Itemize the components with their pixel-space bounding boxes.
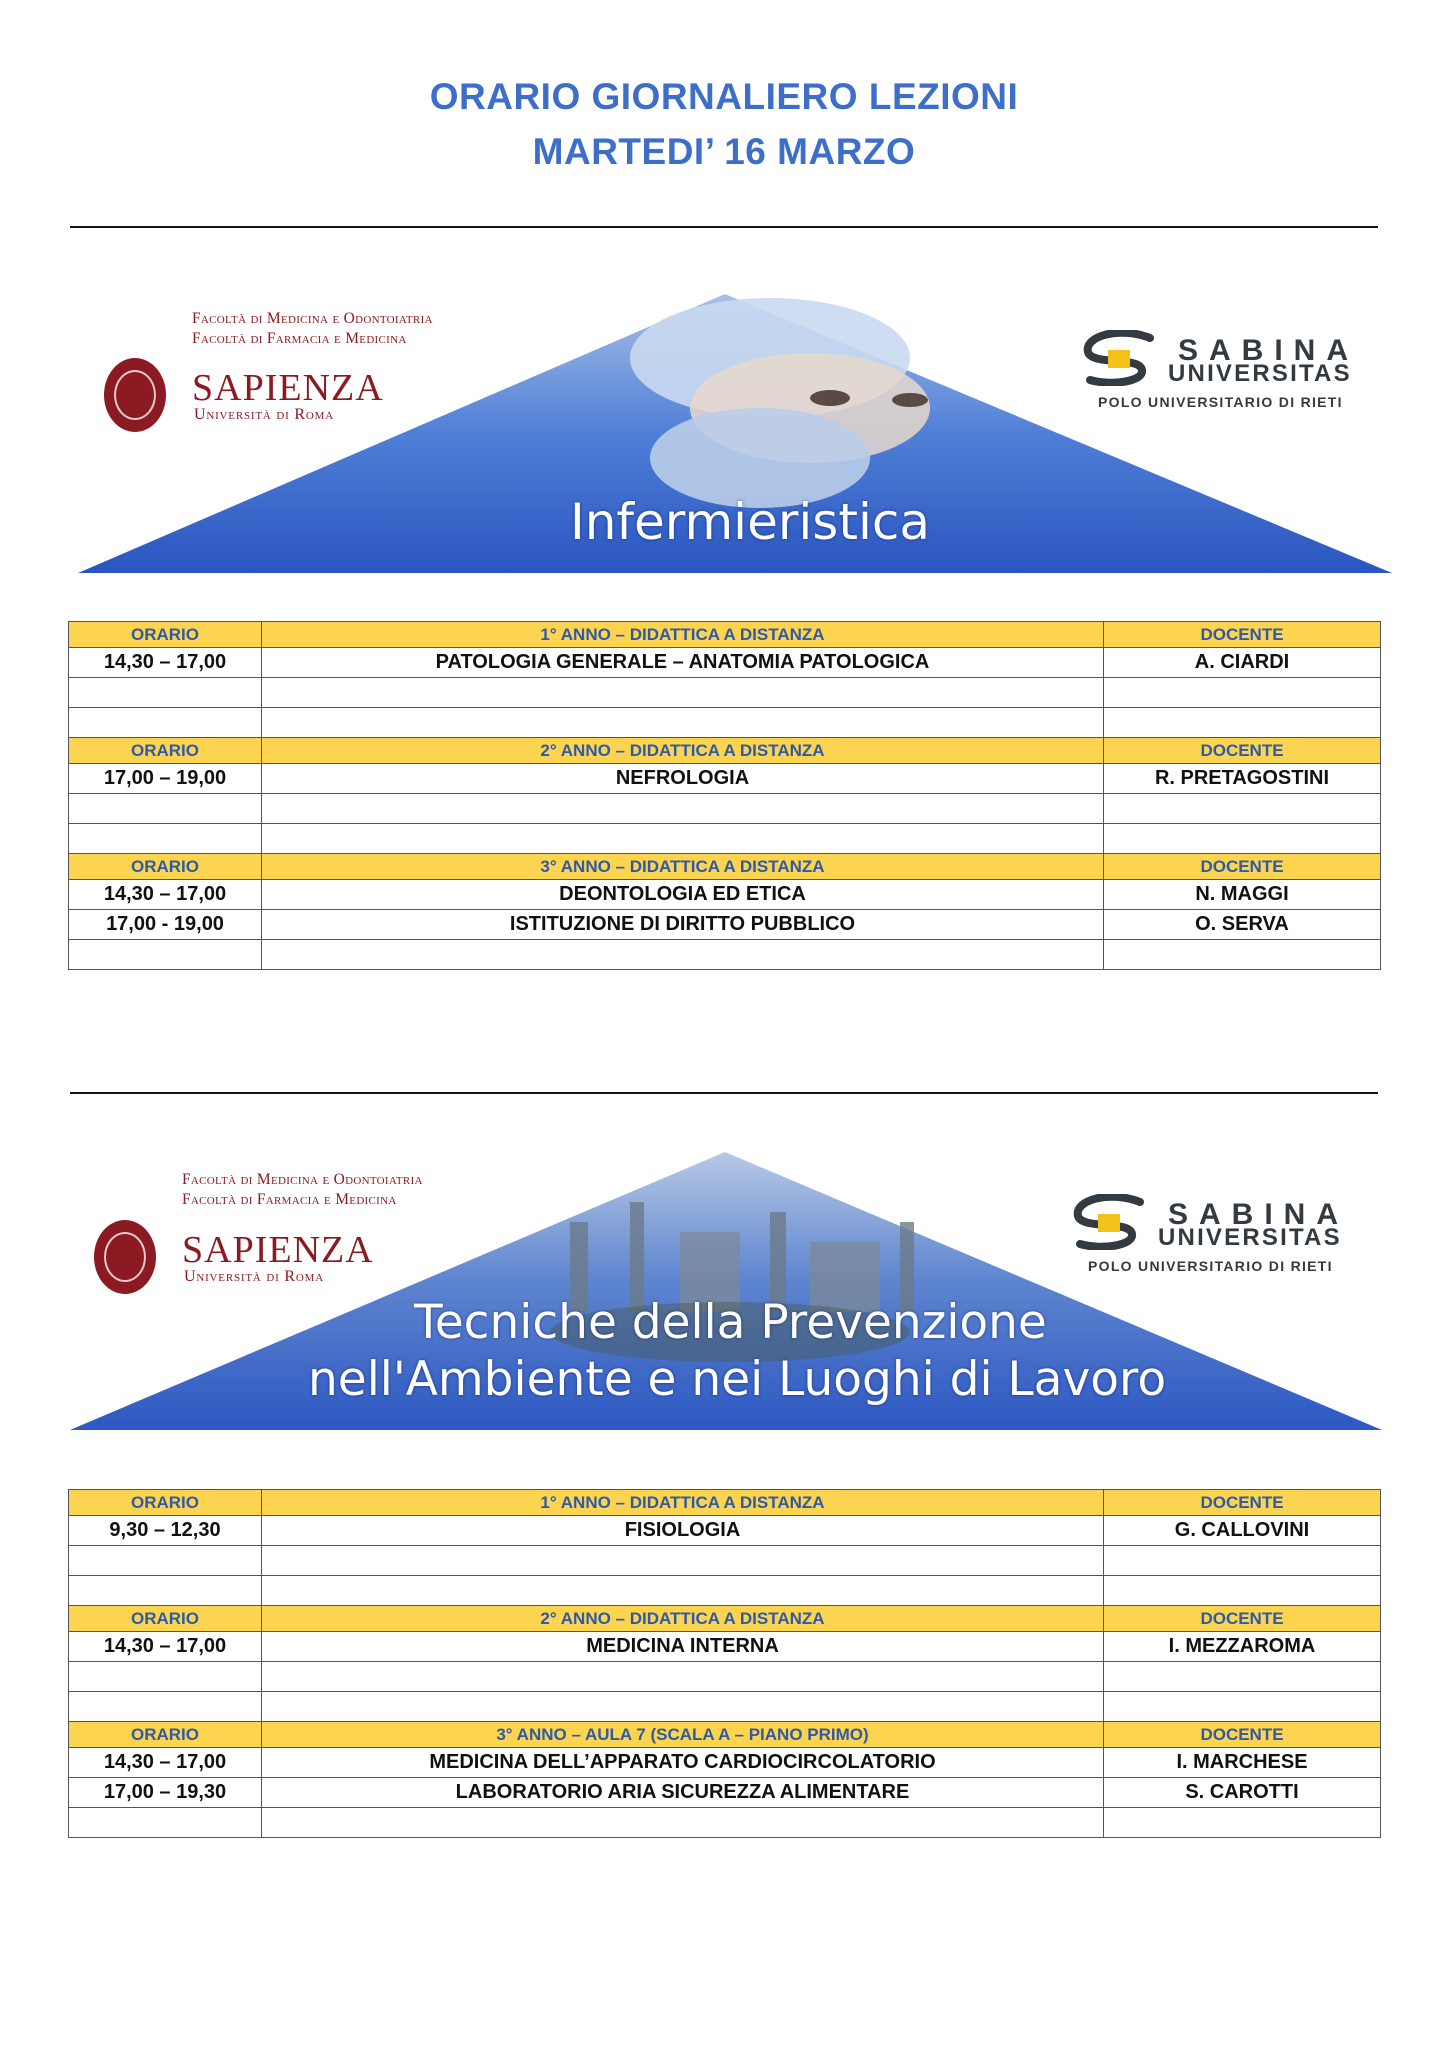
universitas-wordmark: UNIVERSITAS [1168, 360, 1352, 387]
polo-rieti-text: POLO UNIVERSITARIO DI RIETI [1098, 394, 1343, 410]
cell-teacher [1104, 708, 1381, 738]
header-year: 1° ANNO – DIDATTICA A DISTANZA [262, 1490, 1104, 1516]
cell-subject [262, 1662, 1104, 1692]
cell-time: 14,30 – 17,00 [69, 648, 262, 678]
sabina-book-logo [1080, 330, 1160, 386]
header-year: 3° ANNO – AULA 7 (SCALA A – PIANO PRIMO) [262, 1722, 1104, 1748]
cell-subject [262, 1808, 1104, 1838]
header-orario: ORARIO [69, 854, 262, 880]
cell-subject [262, 1692, 1104, 1722]
cell-subject [262, 940, 1104, 970]
cell-teacher: I. MEZZAROMA [1104, 1632, 1381, 1662]
universitas-wordmark: UNIVERSITAS [1158, 1224, 1342, 1251]
cell-time: 14,30 – 17,00 [69, 880, 262, 910]
cell-time: 14,30 – 17,00 [69, 1632, 262, 1662]
header-year: 1° ANNO – DIDATTICA A DISTANZA [262, 622, 1104, 648]
cell-time [69, 940, 262, 970]
cell-time [69, 1808, 262, 1838]
header-orario: ORARIO [69, 1606, 262, 1632]
table-row [69, 824, 1381, 854]
cell-subject: LABORATORIO ARIA SICUREZZA ALIMENTARE [262, 1778, 1104, 1808]
sapienza-subtitle: Università di Roma [184, 1268, 324, 1285]
header-year: 2° ANNO – DIDATTICA A DISTANZA [262, 738, 1104, 764]
header-orario: ORARIO [69, 738, 262, 764]
banner-infermieristica [70, 288, 1400, 588]
table-row [69, 940, 1381, 970]
cell-subject: DEONTOLOGIA ED ETICA [262, 880, 1104, 910]
table-row [69, 1692, 1381, 1722]
header-orario: ORARIO [69, 622, 262, 648]
cell-teacher [1104, 1692, 1381, 1722]
cell-teacher [1104, 1576, 1381, 1606]
faculty-line-2: Facoltà di Farmacia e Medicina [182, 1191, 397, 1208]
cell-teacher [1104, 1662, 1381, 1692]
cell-subject [262, 1576, 1104, 1606]
cell-teacher [1104, 794, 1381, 824]
cell-time [69, 678, 262, 708]
schedule-table-infermieristica [68, 621, 1381, 970]
table-row [69, 764, 1381, 794]
banner-tecniche-prevenzione [70, 1152, 1400, 1452]
header-docente: DOCENTE [1104, 1722, 1381, 1748]
cell-subject: MEDICINA DELL’APPARATO CARDIOCIRCOLATORIO [262, 1748, 1104, 1778]
cell-teacher: R. PRETAGOSTINI [1104, 764, 1381, 794]
cell-time [69, 708, 262, 738]
cell-time [69, 824, 262, 854]
cell-subject: ISTITUZIONE DI DIRITTO PUBBLICO [262, 910, 1104, 940]
table-row [69, 1778, 1381, 1808]
cell-subject: PATOLOGIA GENERALE – ANATOMIA PATOLOGICA [262, 648, 1104, 678]
cell-time: 17,00 – 19,30 [69, 1778, 262, 1808]
faculty-line-2: Facoltà di Farmacia e Medicina [192, 330, 407, 347]
sapienza-seal-logo [94, 1220, 156, 1294]
cell-subject [262, 824, 1104, 854]
header-year: 2° ANNO – DIDATTICA A DISTANZA [262, 1606, 1104, 1632]
cell-time [69, 1576, 262, 1606]
cell-subject [262, 794, 1104, 824]
table-header-row [69, 622, 1381, 648]
cell-subject [262, 678, 1104, 708]
sapienza-seal-logo [104, 358, 166, 432]
table-header-row [69, 854, 1381, 880]
cell-teacher: O. SERVA [1104, 910, 1381, 940]
faculty-line-1: Facoltà di Medicina e Odontoiatria [182, 1171, 423, 1188]
table-row [69, 1662, 1381, 1692]
cell-subject: MEDICINA INTERNA [262, 1632, 1104, 1662]
middle-divider [70, 1092, 1378, 1094]
polo-rieti-text: POLO UNIVERSITARIO DI RIETI [1088, 1258, 1333, 1274]
page-title-line1: ORARIO GIORNALIERO LEZIONI [429, 76, 1019, 117]
table-header-row [69, 738, 1381, 764]
cell-teacher: A. CIARDI [1104, 648, 1381, 678]
sabina-wordmark: SABINA [1168, 1198, 1350, 1231]
sapienza-subtitle: Università di Roma [194, 406, 334, 423]
course-name-line1: Tecniche della Prevenzione [414, 1295, 1047, 1350]
cell-teacher: G. CALLOVINI [1104, 1516, 1381, 1546]
table-header-row [69, 1606, 1381, 1632]
table-row [69, 1546, 1381, 1576]
sabina-book-logo [1070, 1194, 1150, 1250]
header-orario: ORARIO [69, 1722, 262, 1748]
table-row [69, 1748, 1381, 1778]
cell-subject: NEFROLOGIA [262, 764, 1104, 794]
cell-time [69, 1692, 262, 1722]
cell-teacher: I. MARCHESE [1104, 1748, 1381, 1778]
header-docente: DOCENTE [1104, 738, 1381, 764]
table-header-row [69, 1722, 1381, 1748]
course-name-line2: nell'Ambiente e nei Luoghi di Lavoro [308, 1352, 1167, 1407]
cell-teacher [1104, 678, 1381, 708]
cell-time: 9,30 – 12,30 [69, 1516, 262, 1546]
header-docente: DOCENTE [1104, 622, 1381, 648]
cell-teacher: N. MAGGI [1104, 880, 1381, 910]
cell-teacher [1104, 1808, 1381, 1838]
header-docente: DOCENTE [1104, 1490, 1381, 1516]
top-divider [70, 226, 1378, 228]
table-row [69, 910, 1381, 940]
schedule-table-tecniche-prevenzione [68, 1489, 1381, 1838]
sapienza-wordmark: SAPIENZA [192, 367, 384, 409]
header-year: 3° ANNO – DIDATTICA A DISTANZA [262, 854, 1104, 880]
cell-teacher [1104, 1546, 1381, 1576]
cell-time [69, 1662, 262, 1692]
sapienza-wordmark: SAPIENZA [182, 1229, 374, 1271]
cell-time: 14,30 – 17,00 [69, 1748, 262, 1778]
header-docente: DOCENTE [1104, 854, 1381, 880]
sabina-wordmark: SABINA [1178, 334, 1360, 367]
page-title-line2: MARTEDI’ 16 MARZO [532, 131, 916, 172]
cell-time: 17,00 – 19,00 [69, 764, 262, 794]
table-row [69, 1516, 1381, 1546]
table-header-row [69, 1490, 1381, 1516]
table-row [69, 678, 1381, 708]
table-row [69, 708, 1381, 738]
table-row [69, 1632, 1381, 1662]
cell-subject [262, 1546, 1104, 1576]
cell-time [69, 1546, 262, 1576]
cell-teacher: S. CAROTTI [1104, 1778, 1381, 1808]
header-docente: DOCENTE [1104, 1606, 1381, 1632]
cell-time [69, 794, 262, 824]
cell-teacher [1104, 824, 1381, 854]
table-row [69, 648, 1381, 678]
header-orario: ORARIO [69, 1490, 262, 1516]
cell-subject [262, 708, 1104, 738]
cell-subject: FISIOLOGIA [262, 1516, 1104, 1546]
table-row [69, 1576, 1381, 1606]
table-row [69, 880, 1381, 910]
table-row [69, 794, 1381, 824]
table-row [69, 1808, 1381, 1838]
cell-teacher [1104, 940, 1381, 970]
cell-time: 17,00 - 19,00 [69, 910, 262, 940]
course-name-line1: Infermieristica [570, 493, 930, 551]
faculty-line-1: Facoltà di Medicina e Odontoiatria [192, 310, 433, 327]
